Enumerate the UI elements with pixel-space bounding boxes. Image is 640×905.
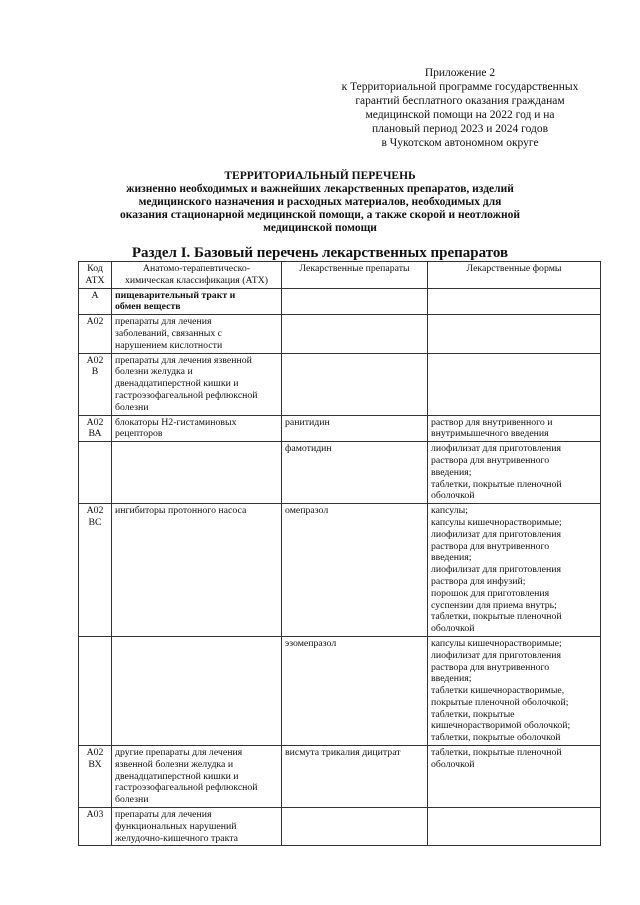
drug-line: ранитидин <box>285 416 330 428</box>
table-row <box>79 353 601 415</box>
forms-line: таблетки, покрытые пленочной <box>431 611 562 623</box>
forms-line: таблетки, покрытые <box>431 708 515 720</box>
forms-cell <box>428 288 601 315</box>
table-row <box>79 746 601 808</box>
header-line: АТХ <box>85 274 105 286</box>
forms-cell <box>428 415 601 442</box>
classification-line: заболеваний, связанных с <box>115 327 223 339</box>
drug-cell <box>282 442 428 504</box>
atc-code-line: А02 <box>86 354 104 366</box>
atc-code-cell <box>79 415 112 442</box>
drug-line: эзомепразол <box>285 637 337 649</box>
forms-line: таблетки, покрытые оболочкой <box>431 732 561 744</box>
classification-line: препараты для лечения <box>115 316 212 328</box>
atc-code-cell <box>79 504 112 637</box>
forms-line: таблетки, покрытые пленочной <box>431 478 562 490</box>
atc-code-cell <box>79 353 112 415</box>
header-line: Код <box>87 263 103 274</box>
forms-line: лиофилизат для приготовления <box>431 564 561 576</box>
drug-cell <box>282 315 428 353</box>
header-classification <box>112 262 282 289</box>
classification-line: блокаторы Н2-гистаминовых <box>115 416 237 428</box>
drug-line: омепразол <box>285 505 329 517</box>
atc-code-line: ВС <box>88 516 102 528</box>
atc-code-line: А02 <box>86 505 104 517</box>
forms-line: лиофилизат для приготовления <box>431 649 561 661</box>
classification-line: препараты для лечения <box>115 809 212 821</box>
forms-line: раствора для внутривенного <box>431 661 550 673</box>
forms-line: покрытые пленочной оболочкой; <box>431 696 569 708</box>
classification-line: гастроэзофагеальной рефлюксной <box>115 389 258 401</box>
forms-line: оболочкой <box>431 490 475 502</box>
forms-line: введения; <box>431 552 472 564</box>
appendix-note <box>320 66 600 150</box>
atc-code-line: ВА <box>88 428 102 440</box>
table-body <box>79 288 601 846</box>
forms-line: оболочкой <box>431 623 475 635</box>
classification-line: болезни желудка и <box>115 366 193 378</box>
heading-subtitle-line: оказания стационарной медицинской помощи, а также скорой и неотложной <box>120 209 520 221</box>
classification-line: функциональных нарушений <box>115 820 237 832</box>
classification-cell <box>112 353 282 415</box>
forms-line: введения; <box>431 466 472 478</box>
forms-cell <box>428 746 601 808</box>
forms-line: таблетки, покрытые пленочной <box>431 747 562 759</box>
drug-cell <box>282 415 428 442</box>
forms-line: лиофилизат для приготовления <box>431 443 561 455</box>
classification-cell <box>112 288 282 315</box>
classification-line: болезни <box>115 794 149 806</box>
classification-line: ингибиторы протонного насоса <box>115 505 247 517</box>
forms-cell <box>428 315 601 353</box>
drug-line: фамотидин <box>285 443 332 455</box>
forms-cell <box>428 442 601 504</box>
forms-cell <box>428 636 601 745</box>
appendix-line: Приложение 2 <box>424 67 496 79</box>
header-code <box>79 262 112 289</box>
drug-cell <box>282 353 428 415</box>
table-header-row <box>79 262 601 289</box>
classification-line: другие препараты для лечения <box>115 747 243 759</box>
classification-cell <box>112 315 282 353</box>
table-row <box>79 315 601 353</box>
atc-code-line: А02 <box>86 316 104 328</box>
classification-line: двенадцатиперстной кишки и <box>115 770 239 782</box>
appendix-line: плановый период 2023 и 2024 годов <box>371 123 549 135</box>
atc-code-line: В <box>91 366 99 378</box>
forms-line: раствор для внутривенного и <box>431 416 553 428</box>
atc-code-line: А03 <box>86 809 104 821</box>
drug-cell <box>282 636 428 745</box>
atc-code-line: А02 <box>86 747 104 759</box>
atc-code-line: А02 <box>86 416 104 428</box>
atc-code-line: А <box>91 289 99 301</box>
classification-line: двенадцатиперстной кишки и <box>115 378 239 390</box>
heading-subtitle-line: медицинской помощи <box>263 222 377 234</box>
header-line: химическая классификация (АТХ) <box>124 274 269 286</box>
forms-line: раствора для внутривенного <box>431 540 550 552</box>
classification-cell <box>112 636 282 745</box>
classification-line: болезни <box>115 401 149 413</box>
forms-line: капсулы кишечнорастворимые; <box>431 516 562 528</box>
drug-cell <box>282 746 428 808</box>
header-drugs <box>282 262 428 289</box>
appendix-line: к Территориальной программе государственных <box>341 81 579 93</box>
drug-cell <box>282 504 428 637</box>
forms-line: введения; <box>431 673 472 685</box>
section-title: Раздел I. Базовый перечень лекарственных препаратов <box>131 245 509 261</box>
classification-line: язвенной болезни желудка и <box>115 758 234 770</box>
atc-code-cell <box>79 808 112 846</box>
header-line: Лекарственные формы <box>466 263 562 274</box>
forms-cell <box>428 504 601 637</box>
medications-table <box>78 261 601 846</box>
forms-cell <box>428 808 601 846</box>
table-row <box>79 504 601 637</box>
drug-cell <box>282 808 428 846</box>
forms-line: раствора для инфузий; <box>431 575 526 587</box>
classification-cell <box>112 504 282 637</box>
heading-subtitle-line: жизненно необходимых и важнейших лекарственных препаратов, изделий <box>126 183 514 195</box>
forms-line: порошок для приготовления <box>431 587 550 599</box>
classification-cell <box>112 746 282 808</box>
header-forms <box>428 262 601 289</box>
classification-line: пищеварительный тракт и <box>115 289 236 301</box>
table-row <box>79 415 601 442</box>
heading-title: ТЕРРИТОРИАЛЬНЫЙ ПЕРЕЧЕНЬ <box>224 170 416 182</box>
forms-line: капсулы; <box>431 505 468 517</box>
classification-line: рецепторов <box>115 428 163 440</box>
atc-code-cell <box>79 636 112 745</box>
forms-line: кишечнорастворимой оболочкой; <box>431 720 571 732</box>
classification-line: обмен веществ <box>115 301 181 313</box>
atc-code-cell <box>79 315 112 353</box>
forms-line: таблетки кишечнорастворимые, <box>431 685 565 697</box>
classification-line: препараты для лечения язвенной <box>115 354 252 366</box>
forms-cell <box>428 353 601 415</box>
classification-line: желудочно-кишечного тракта <box>115 832 238 844</box>
forms-line: лиофилизат для приготовления <box>431 528 561 540</box>
forms-line: суспензии для приема внутрь; <box>431 599 557 611</box>
table-row <box>79 636 601 745</box>
forms-line: раствора для внутривенного <box>431 454 550 466</box>
atc-code-cell <box>79 442 112 504</box>
atc-code-line: ВХ <box>88 758 102 770</box>
drug-cell <box>282 288 428 315</box>
classification-line: гастроэзофагеальной рефлюксной <box>115 782 258 794</box>
document-heading <box>96 170 544 235</box>
appendix-line: в Чукотском автономном округе <box>381 137 539 149</box>
forms-line: внутримышечного введения <box>431 428 549 440</box>
header-line: Лекарственные препараты <box>299 263 410 274</box>
forms-line: оболочкой <box>431 758 475 770</box>
heading-subtitle-line: медицинского назначения и расходных материалов, необходимых для <box>138 196 502 208</box>
classification-cell <box>112 442 282 504</box>
atc-code-cell <box>79 288 112 315</box>
classification-cell <box>112 808 282 846</box>
table-row <box>79 808 601 846</box>
classification-line: нарушением кислотности <box>115 339 223 351</box>
heading-subtitle <box>96 183 544 235</box>
forms-line: капсулы кишечнорастворимые; <box>431 637 562 649</box>
drug-line: висмута трикалия дицитрат <box>285 747 401 759</box>
classification-cell <box>112 415 282 442</box>
table-row <box>79 288 601 315</box>
atc-code-cell <box>79 746 112 808</box>
header-line: Анатомо-терапевтическо- <box>142 263 251 274</box>
appendix-line: медицинской помощи на 2022 год и на <box>365 109 555 121</box>
table-row <box>79 442 601 504</box>
appendix-line: гарантий бесплатного оказания гражданам <box>355 95 565 107</box>
